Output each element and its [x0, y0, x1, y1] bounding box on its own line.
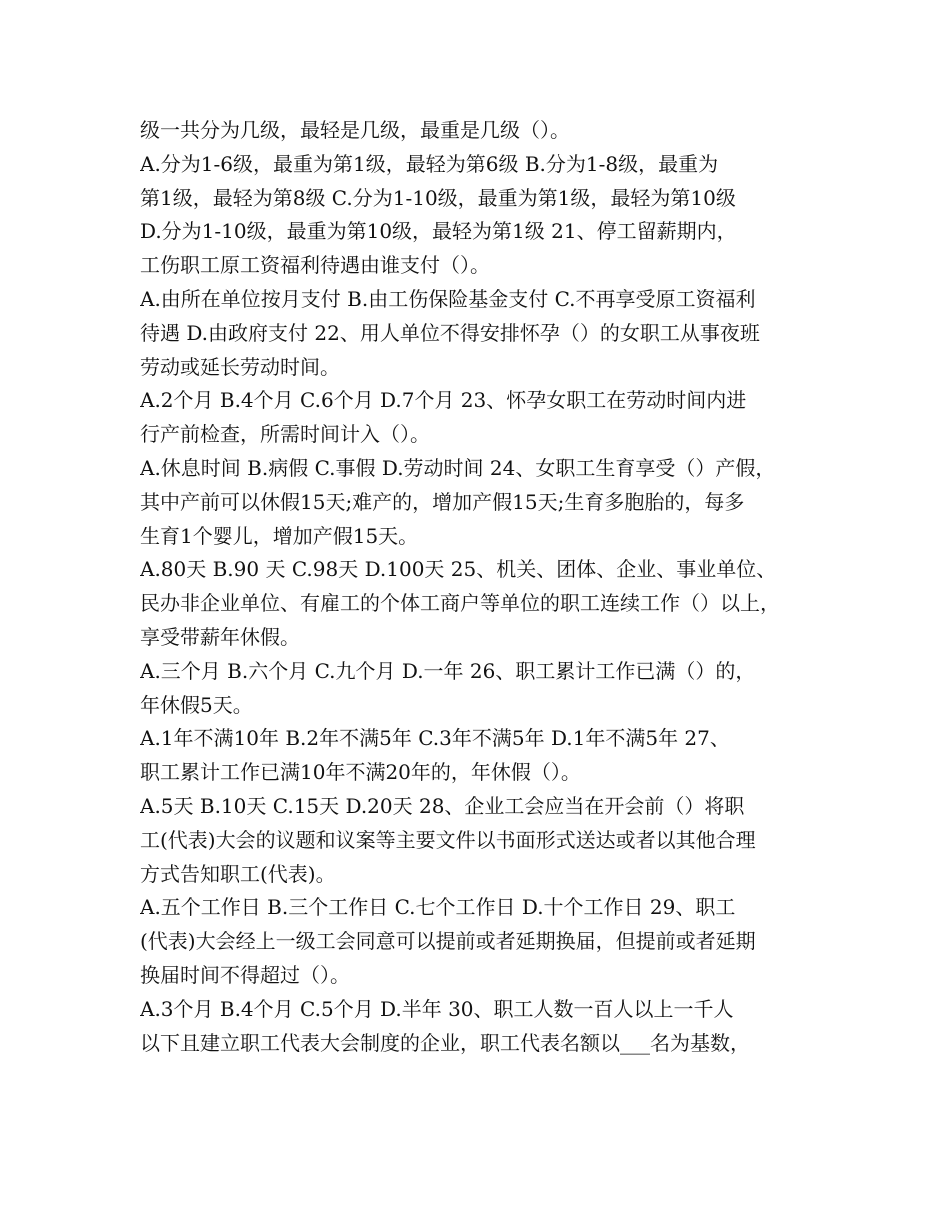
text-line: 第1级，最轻为第8级 C.分为1-10级，最重为第1级，最轻为第10级 — [140, 185, 736, 210]
text-line: A.1年不满10年 B.2年不满5年 C.3年不满5年 D.1年不满5年 27、 — [140, 726, 730, 751]
text-line: 工伤职工原工资福利待遇由谁支付（）。 — [140, 253, 490, 278]
text-line: A.五个工作日 B.三个工作日 C.七个工作日 D.十个工作日 29、职工 — [140, 895, 736, 920]
text-line: 劳动或延长劳动时间。 — [140, 354, 340, 379]
text-line: A.三个月 B.六个月 C.九个月 D.一年 26、职工累计工作已满（）的， — [140, 658, 756, 683]
text-line: A.休息时间 B.病假 C.事假 D.劳动时间 24、女职工生育享受（）产假， — [140, 455, 776, 480]
text-line: 年休假5天。 — [140, 692, 253, 717]
document-body — [140, 114, 820, 1060]
text-line: 换届时间不得超过（）。 — [140, 962, 350, 987]
text-line: A.3个月 B.4个月 C.5个月 D.半年 30、职工人数一百人以上一千人 — [140, 996, 734, 1021]
text-line: 其中产前可以休假15天;难产的，增加产假15天;生育多胞胎的，每多 — [140, 489, 745, 514]
text-line: 级一共分为几级，最轻是几级，最重是几级（）。 — [140, 118, 570, 142]
text-line: 行产前检查，所需时间计入（）。 — [140, 422, 430, 447]
text-line: A.由所在单位按月支付 B.由工伤保险基金支付 C.不再享受原工资福利 — [140, 286, 756, 311]
text-line: D.分为1-10级，最重为第10级，最轻为第1级 21、停工留薪期内， — [140, 219, 737, 244]
text-line: 民办非企业单位、有雇工的个体工商户等单位的职工连续工作（）以上， — [140, 591, 780, 616]
text-line: 职工累计工作已满10年不满20年的，年休假（）。 — [140, 760, 581, 785]
text-line: 享受带薪年休假。 — [140, 624, 300, 649]
text-line: 方式告知职工(代表)。 — [140, 861, 336, 886]
text-line: 生育1个婴儿，增加产假15天。 — [140, 523, 419, 548]
text-line: A.80天 B.90 天 C.98天 D.100天 25、机关、团体、企业、事业单位、 — [140, 557, 777, 582]
text-line: (代表)大会经上一级工会同意可以提前或者延期换届，但提前或者延期 — [140, 929, 756, 954]
text-line: 以下且建立职工代表大会制度的企业，职工代表名额以___名为基数， — [140, 1030, 750, 1055]
text-line: A.2个月 B.4个月 C.6个月 D.7个月 23、怀孕女职工在劳动时间内进 — [140, 388, 747, 413]
text-line: 待遇 D.由政府支付 22、用人单位不得安排怀孕（）的女职工从事夜班 — [140, 320, 760, 345]
text-line: A.5天 B.10天 C.15天 D.20天 28、企业工会应当在开会前（）将职 — [140, 793, 745, 818]
text-line: 工(代表)大会的议题和议案等主要文件以书面形式送达或者以其他合理 — [140, 827, 756, 852]
text-line: A.分为1-6级，最重为第1级，最轻为第6级 B.分为1-8级，最重为 — [140, 151, 719, 176]
